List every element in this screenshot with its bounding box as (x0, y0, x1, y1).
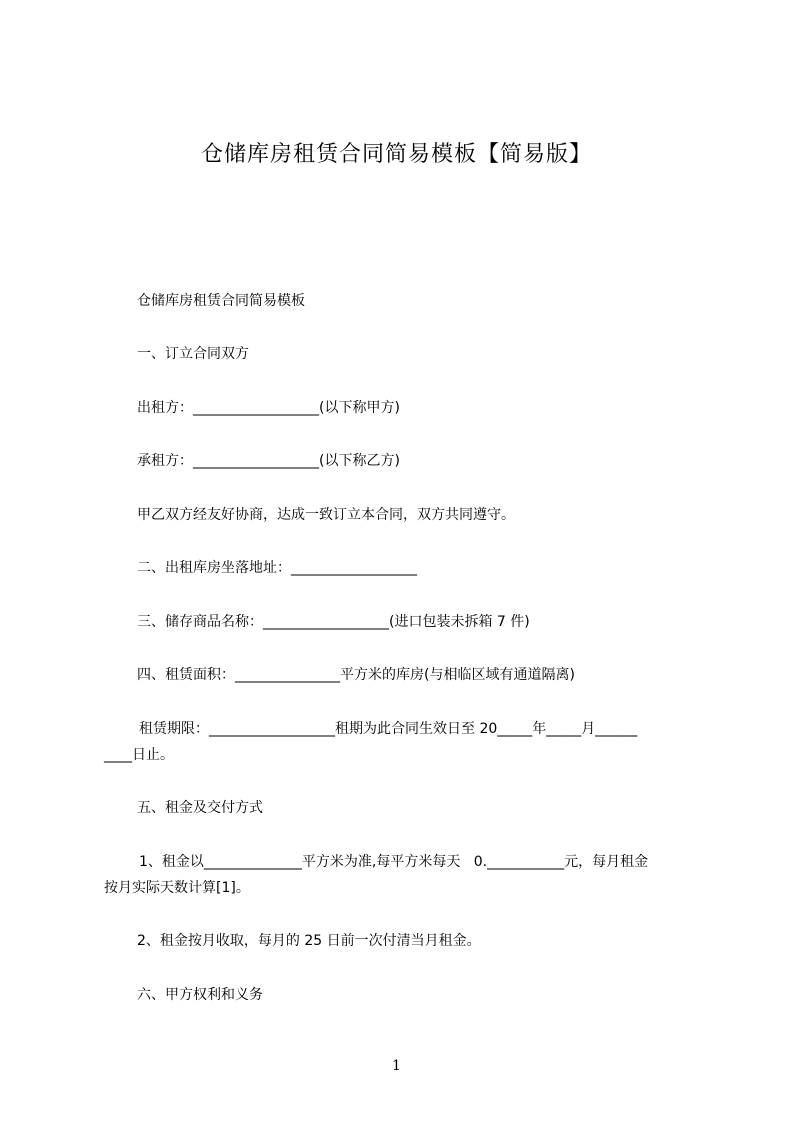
lease-term-line-2: ____日止。 (104, 747, 174, 763)
section-1-heading: 一、订立合同双方 (137, 346, 249, 362)
rent-item-1-line-2: 按月实际天数计算[1]。 (104, 880, 250, 896)
lessor-line: 出租方：__________________(以下称甲方) (137, 400, 400, 416)
section-6-heading: 六、甲方权利和义务 (137, 987, 263, 1003)
document-title: 仓储库房租赁合同简易模板【简易版】 (200, 142, 592, 167)
rent-item-1-line-1: 1、租金以______________平方米为准,每平方米每天 0.___________元，每月租金 (139, 854, 649, 870)
lease-term-line-1: 租赁期限：__________________租期为此合同生效日至 20_____年_____月______ (139, 721, 638, 737)
rent-item-2: 2、租金按月收取，每月的 25 日前一次付清当月租金。 (137, 933, 481, 949)
section-2-address: 二、出租库房坐落地址：__________________ (137, 560, 417, 576)
lessee-line: 承租方：__________________(以下称乙方) (137, 453, 400, 469)
section-4-area: 四、租赁面积：_______________平方米的库房(与相临区域有通道隔离) (137, 667, 575, 683)
section-3-goods: 三、储存商品名称：__________________(进口包装未拆箱 7 件) (137, 614, 530, 630)
page-number: 1 (392, 1058, 401, 1074)
section-5-heading: 五、租金及交付方式 (137, 800, 263, 816)
subtitle: 仓储库房租赁合同简易模板 (137, 293, 305, 309)
agreement-paragraph: 甲乙双方经友好协商，达成一致订立本合同，双方共同遵守。 (137, 507, 515, 523)
